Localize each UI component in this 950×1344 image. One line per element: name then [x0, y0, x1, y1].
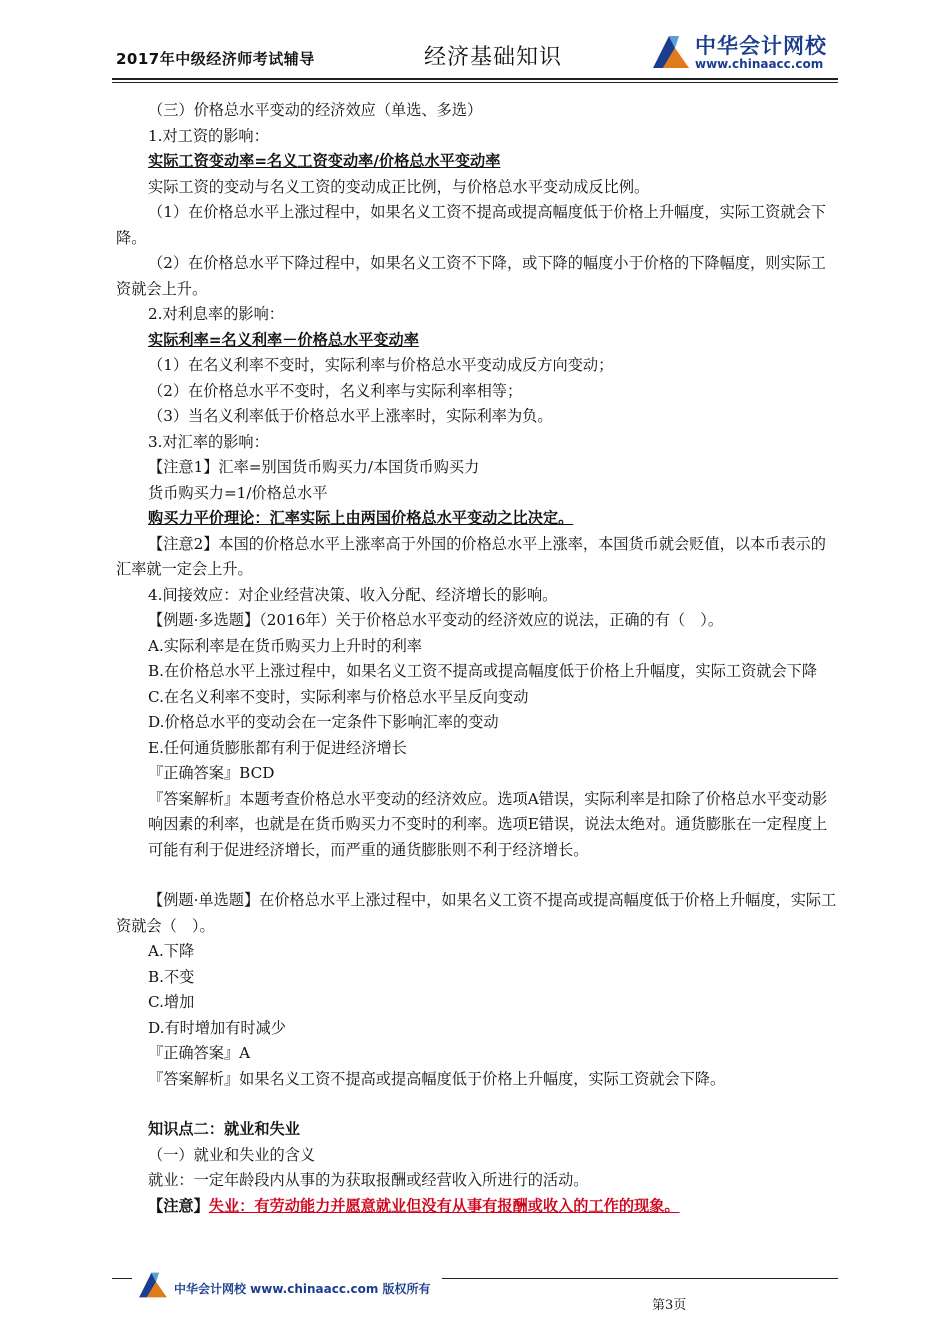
text-line: 实际工资的变动与名义工资的变动成正比例，与价格总水平变动成反比例。	[148, 177, 650, 196]
text-line: （2）在价格总水平不变时，名义利率与实际利率相等；	[148, 381, 523, 400]
formula-line: 购买力平价理论：汇率实际上由两国价格总水平变动之比决定。	[148, 509, 574, 527]
blank-line	[148, 1092, 838, 1117]
text-line: D.价格总水平的变动会在一定条件下影响汇率的变动	[148, 713, 499, 731]
page-header	[112, 28, 838, 78]
header-divider	[112, 78, 838, 80]
text-line: C.在名义利率不变时，实际利率与价格总水平呈反向变动	[148, 687, 529, 706]
text-line: C.增加	[148, 993, 195, 1011]
header-course-title: 2017年中级经济师考试辅导	[116, 50, 315, 68]
text-line: 『正确答案』A	[148, 1044, 251, 1062]
text-line: 2.对利息率的影响：	[148, 305, 284, 323]
footer-logo-icon	[136, 1268, 170, 1302]
text-line: 『答案解析』如果名义工资不提高或提高幅度低于价格上升幅度，实际工资就会下降。	[148, 1069, 726, 1088]
formula-line: 实际工资变动率=名义工资变动率/价格总水平变动率	[148, 152, 501, 170]
text-line: （2）在价格总水平下降过程中，如果名义工资不下降，或下降的幅度小于价格的下降幅度，则实际工资就会上升。	[116, 254, 826, 298]
text-line: 【注意1】汇率=别国货币购买力/本国货币购买力	[148, 458, 480, 476]
text-line: 货币购买力=1/价格总水平	[148, 483, 328, 502]
text-line: B.在价格总水平上涨过程中，如果名义工资不提高或提高幅度低于价格上升幅度，实际工资就会下降	[148, 662, 818, 680]
text-line: （3）当名义利率低于价格总水平上涨率时，实际利率为负。	[148, 407, 553, 425]
footer-copyright: 中华会计网校 www.chinaacc.com 版权所有	[174, 1282, 431, 1296]
page-number: 第3页	[652, 1298, 687, 1313]
footer-divider-left	[112, 1278, 132, 1279]
text-line: （一）就业和失业的含义	[148, 1145, 316, 1164]
text-line: E.任何通货膨胀都有利于促进经济增长	[148, 738, 407, 757]
document-body	[116, 98, 838, 1219]
note-line	[148, 1194, 838, 1220]
text-line: 【例题·多选题】（2016年）关于价格总水平变动的经济效应的说法，正确的有（ ）。	[148, 611, 724, 629]
section-heading: 知识点二：就业和失业	[148, 1120, 300, 1138]
text-line: D.有时增加有时减少	[148, 1018, 286, 1037]
brand-logo-icon	[649, 32, 693, 72]
logo-name: 中华会计网校	[695, 34, 827, 58]
footer-divider-right	[442, 1278, 838, 1279]
header-subject-title: 经济基础知识	[424, 45, 563, 70]
logo-url[interactable]: www.chinaacc.com	[695, 57, 824, 71]
text-line: （三）价格总水平变动的经济效应（单选、多选）	[148, 101, 483, 119]
blank-line	[148, 863, 838, 888]
text-line: 【例题·单选题】在价格总水平上涨过程中，如果名义工资不提高或提高幅度低于价格上升幅度，实际工资就会（ ）。	[116, 891, 837, 935]
header-divider-thin	[112, 82, 838, 83]
text-line: 3.对汇率的影响：	[148, 432, 269, 451]
text-line: 1.对工资的影响：	[148, 126, 269, 145]
text-line: （1）在价格总水平上涨过程中，如果名义工资不提高或提高幅度低于价格上升幅度，实际工资就会下降。	[116, 203, 826, 247]
text-line: 就业：一定年龄段内从事的为获取报酬或经营收入所进行的活动。	[148, 1171, 589, 1189]
text-line: 『答案解析』本题考查价格总水平变动的经济效应。选项A错误，实际利率是扣除了价格总水平变动影响因素的利率，也就是在货币购买力不变时的利率。选项E错误，说法太绝对。通货膨胀在一定程度上可能有利于促进经济增长，而严重的通货膨胀则不利于经济增长。	[148, 789, 828, 859]
note-label: 【注意】	[148, 1196, 209, 1215]
text-line: B.不变	[148, 967, 195, 986]
text-line: 【注意2】本国的价格总水平上涨率高于外国的价格总水平上涨率，本国货币就会贬值，以本币表示的汇率就一定会上升。	[116, 534, 826, 578]
text-line: 4.间接效应：对企业经营决策、收入分配、经济增长的影响。	[148, 585, 558, 604]
formula-line: 实际利率=名义利率－价格总水平变动率	[148, 330, 419, 349]
brand-logo[interactable]	[649, 30, 834, 74]
unemployment-definition: 失业：有劳动能力并愿意就业但没有从事有报酬或收入的工作的现象。	[208, 1196, 680, 1215]
text-line: 『正确答案』BCD	[148, 764, 275, 782]
text-line: （1）在名义利率不变时，实际利率与价格总水平变动成反方向变动；	[148, 356, 614, 374]
text-line: A.下降	[148, 942, 195, 960]
text-line: A.实际利率是在货币购买力上升时的利率	[148, 636, 422, 655]
page-footer	[112, 1276, 838, 1316]
